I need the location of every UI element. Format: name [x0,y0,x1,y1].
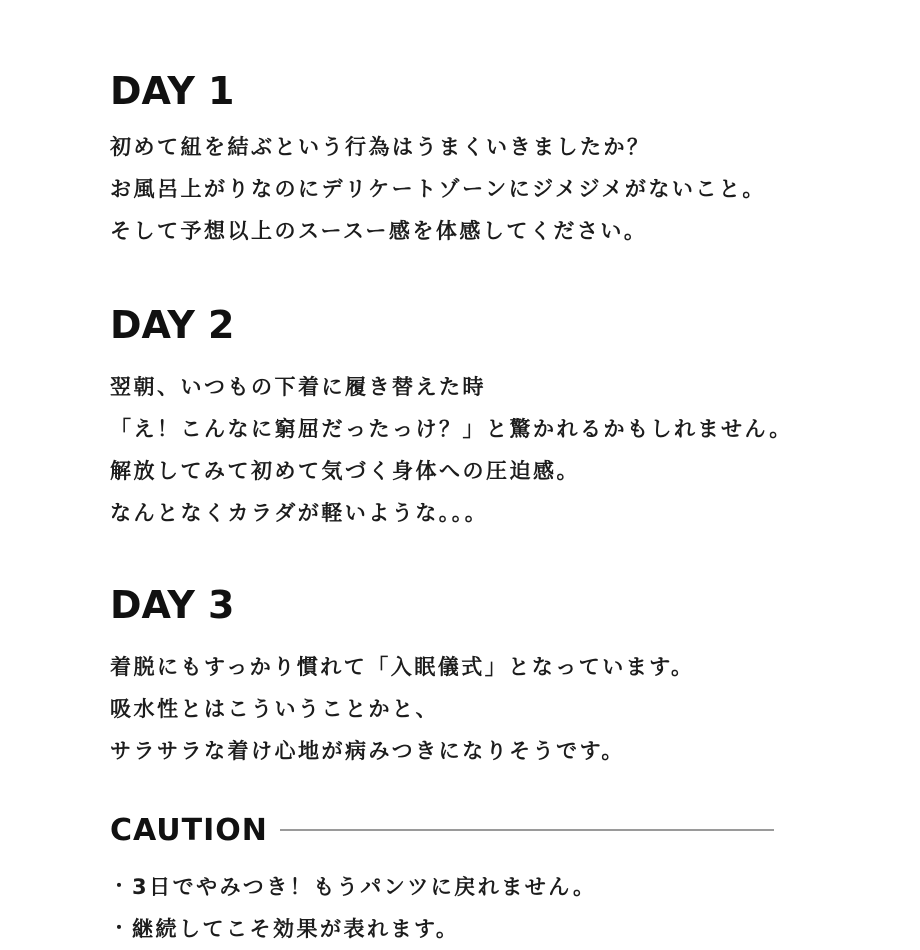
bullet-icon: ・ [110,876,131,897]
caution-item-text: 3日でやみつき！もうパンツに戻れません。 [132,875,597,899]
day-2-body [110,366,890,534]
bullet-icon: ・ [110,918,131,939]
day-3-body [110,646,890,772]
caution-item [110,866,890,908]
day-3-heading: DAY 3 [110,583,235,627]
day-2-line: 翌朝、いつもの下着に履き替えた時 [110,375,486,399]
day-3-section [110,583,890,772]
caution-title: CAUTION [110,812,268,848]
day-1-line: そして予想以上のスースー感を体感してください。 [110,219,648,243]
day-1-line: お風呂上がりなのにデリケートゾーンにジメジメがないこと。 [110,177,766,201]
day-3-line: 吸水性とはこういうことかと、 [110,697,439,721]
day-2-line: 「え！こんなに窮屈だったっけ？」と驚かれるかもしれません。 [110,417,793,441]
day-1-section [110,69,890,252]
day-1-body [110,126,890,252]
day-2-section [110,303,890,534]
day-3-line: 着脱にもすっかり慣れて「入眠儀式」となっています。 [110,655,695,679]
caution-item-text: 継続してこそ効果が表れます。 [132,917,460,941]
caution-header [110,812,774,848]
day-2-heading: DAY 2 [110,303,235,347]
caution-list [110,866,890,950]
day-2-line: なんとなくカラダが軽いような。。。 [110,501,489,525]
caution-divider [280,829,774,831]
caution-item [110,908,890,950]
day-1-line: 初めて紐を結ぶという行為はうまくいきましたか？ [110,135,651,159]
day-1-heading: DAY 1 [110,69,235,113]
day-3-line: サラサラな着け心地が病みつきになりそうです。 [110,739,625,763]
day-2-line: 解放してみて初めて気づく身体への圧迫感。 [110,459,580,483]
